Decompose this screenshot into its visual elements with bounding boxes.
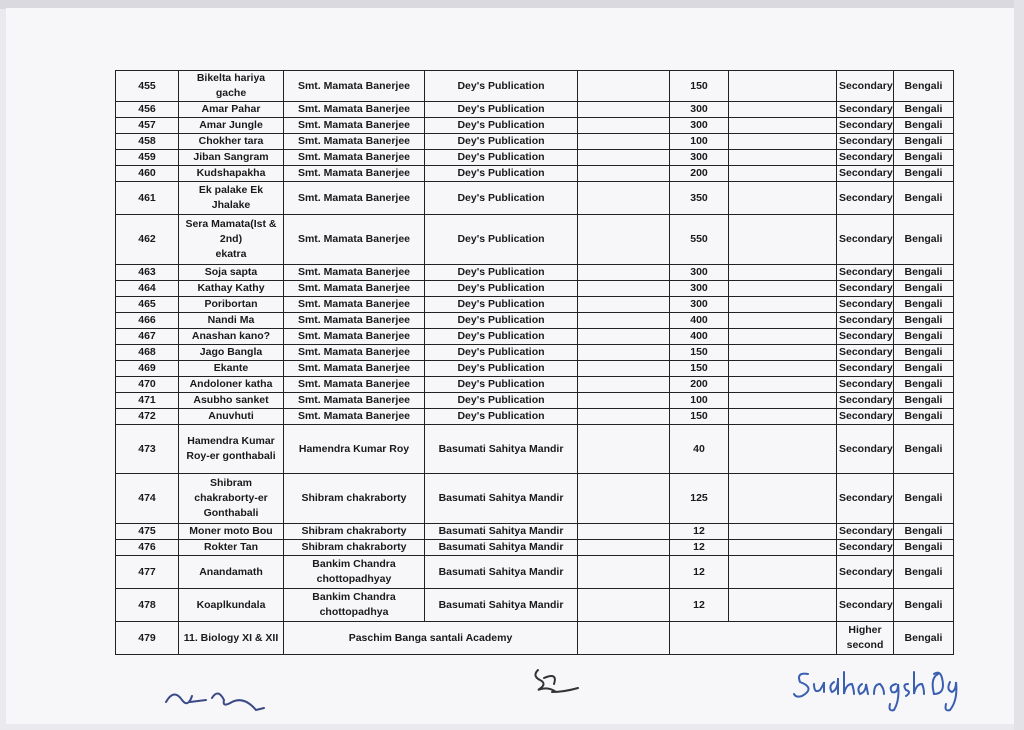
blank-cell: [578, 182, 670, 215]
serial-number-cell: 478: [116, 589, 179, 622]
language-cell: Bengali: [894, 297, 954, 313]
quantity-cell: 300: [670, 150, 729, 166]
book-title-cell: Jago Bangla: [179, 345, 284, 361]
serial-number-cell: 457: [116, 118, 179, 134]
level-cell: Higher second: [837, 622, 894, 655]
serial-number-cell: 458: [116, 134, 179, 150]
blank-cell: [578, 265, 670, 281]
quantity-cell: 150: [670, 361, 729, 377]
table-row: [116, 215, 954, 265]
level-cell: Secondary: [837, 215, 894, 265]
table-row: [116, 540, 954, 556]
level-cell: Secondary: [837, 182, 894, 215]
book-title-cell: Amar Jungle: [179, 118, 284, 134]
blank-cell: [729, 361, 837, 377]
book-title-cell: Soja sapta: [179, 265, 284, 281]
language-cell: Bengali: [894, 102, 954, 118]
blank-cell: [729, 524, 837, 540]
level-cell: Secondary: [837, 297, 894, 313]
author-cell: Smt. Mamata Banerjee: [284, 134, 425, 150]
publisher-cell: Dey's Publication: [425, 409, 578, 425]
blank-cell: [578, 409, 670, 425]
blank-cell: [729, 345, 837, 361]
blank-cell: [729, 556, 837, 589]
quantity-cell: 350: [670, 182, 729, 215]
language-cell: Bengali: [894, 377, 954, 393]
publisher-cell: Basumati Sahitya Mandir: [425, 524, 578, 540]
blank-cell: [578, 281, 670, 297]
quantity-cell: 200: [670, 166, 729, 182]
serial-number-cell: 477: [116, 556, 179, 589]
blank-cell: [578, 361, 670, 377]
publisher-cell: Dey's Publication: [425, 134, 578, 150]
quantity-cell: 150: [670, 409, 729, 425]
author-cell: Hamendra Kumar Roy: [284, 425, 425, 474]
publisher-cell: Dey's Publication: [425, 345, 578, 361]
blank-cell: [578, 215, 670, 265]
blank-cell: [729, 102, 837, 118]
quantity-cell: 100: [670, 134, 729, 150]
publisher-cell: Dey's Publication: [425, 361, 578, 377]
book-title-cell: Poribortan: [179, 297, 284, 313]
blank-cell: [729, 313, 837, 329]
book-list-table: [115, 70, 954, 655]
book-title-cell: Anandamath: [179, 556, 284, 589]
blank-cell: [578, 540, 670, 556]
blank-cell: [578, 118, 670, 134]
publisher-cell: Dey's Publication: [425, 150, 578, 166]
author-cell: Smt. Mamata Banerjee: [284, 313, 425, 329]
level-cell: Secondary: [837, 589, 894, 622]
book-title-cell: Anuvhuti: [179, 409, 284, 425]
serial-number-cell: 476: [116, 540, 179, 556]
author-cell: Smt. Mamata Banerjee: [284, 71, 425, 102]
serial-number-cell: 473: [116, 425, 179, 474]
author-cell: Shibram chakraborty: [284, 524, 425, 540]
serial-number-cell: 465: [116, 297, 179, 313]
language-cell: Bengali: [894, 150, 954, 166]
level-cell: Secondary: [837, 118, 894, 134]
book-title-cell: Anashan kano?: [179, 329, 284, 345]
table-row: [116, 134, 954, 150]
language-cell: Bengali: [894, 556, 954, 589]
quantity-cell: 12: [670, 589, 729, 622]
table-row: [116, 524, 954, 540]
blank-cell: [729, 134, 837, 150]
language-cell: Bengali: [894, 589, 954, 622]
table-row: [116, 409, 954, 425]
book-title-cell: Chokher tara: [179, 134, 284, 150]
level-cell: Secondary: [837, 556, 894, 589]
blank-cell: [729, 393, 837, 409]
table-row: [116, 297, 954, 313]
blank-cell: [578, 150, 670, 166]
book-title-cell: Kathay Kathy: [179, 281, 284, 297]
blank-cell: [729, 377, 837, 393]
level-cell: Secondary: [837, 540, 894, 556]
quantity-cell: 400: [670, 313, 729, 329]
table-row: [116, 281, 954, 297]
publisher-cell: Dey's Publication: [425, 215, 578, 265]
blank-cell: [729, 425, 837, 474]
author-cell: Smt. Mamata Banerjee: [284, 118, 425, 134]
language-cell: Bengali: [894, 134, 954, 150]
level-cell: Secondary: [837, 409, 894, 425]
author-cell: Smt. Mamata Banerjee: [284, 215, 425, 265]
level-cell: Secondary: [837, 524, 894, 540]
author-cell: Shibram chakraborty: [284, 540, 425, 556]
blank-cell: [729, 329, 837, 345]
table-row: [116, 622, 954, 655]
publisher-cell: Dey's Publication: [425, 297, 578, 313]
table-row: [116, 265, 954, 281]
quantity-cell: 12: [670, 540, 729, 556]
blank-cell: [729, 215, 837, 265]
language-cell: Bengali: [894, 329, 954, 345]
publisher-cell: Dey's Publication: [425, 265, 578, 281]
table-row: [116, 345, 954, 361]
level-cell: Secondary: [837, 102, 894, 118]
level-cell: Secondary: [837, 474, 894, 524]
blank-cell: [729, 297, 837, 313]
level-cell: Secondary: [837, 265, 894, 281]
blank-cell: [578, 313, 670, 329]
blank-cell: [578, 556, 670, 589]
author-cell: Smt. Mamata Banerjee: [284, 345, 425, 361]
blank-cell: [578, 524, 670, 540]
blank-cell: [578, 393, 670, 409]
table-row: [116, 556, 954, 589]
table-row: [116, 589, 954, 622]
language-cell: Bengali: [894, 361, 954, 377]
author-cell: Smt. Mamata Banerjee: [284, 297, 425, 313]
level-cell: Secondary: [837, 71, 894, 102]
level-cell: Secondary: [837, 393, 894, 409]
level-cell: Secondary: [837, 329, 894, 345]
serial-number-cell: 463: [116, 265, 179, 281]
author-cell: Smt. Mamata Banerjee: [284, 150, 425, 166]
author-cell: Smt. Mamata Banerjee: [284, 393, 425, 409]
blank-cell: [578, 622, 670, 655]
blank-cell: [578, 166, 670, 182]
book-title-cell: Bikelta hariya gache: [179, 71, 284, 102]
book-title-cell: Asubho sanket: [179, 393, 284, 409]
quantity-cell: 40: [670, 425, 729, 474]
blank-cell: [729, 166, 837, 182]
level-cell: Secondary: [837, 361, 894, 377]
serial-number-cell: 467: [116, 329, 179, 345]
publisher-cell: Paschim Banga santali Academy: [284, 622, 578, 655]
blank-cell: [729, 265, 837, 281]
language-cell: Bengali: [894, 474, 954, 524]
table-row: [116, 329, 954, 345]
serial-number-cell: 461: [116, 182, 179, 215]
book-title-cell: Rokter Tan: [179, 540, 284, 556]
author-cell: Smt. Mamata Banerjee: [284, 281, 425, 297]
book-title-cell: 11. Biology XI & XII: [179, 622, 284, 655]
quantity-cell: 100: [670, 393, 729, 409]
language-cell: Bengali: [894, 409, 954, 425]
table-row: [116, 102, 954, 118]
book-title-cell: Ekante: [179, 361, 284, 377]
language-cell: Bengali: [894, 166, 954, 182]
publisher-cell: Basumati Sahitya Mandir: [425, 589, 578, 622]
blank-cell: [729, 150, 837, 166]
language-cell: Bengali: [894, 265, 954, 281]
quantity-cell: 550: [670, 215, 729, 265]
level-cell: Secondary: [837, 425, 894, 474]
serial-number-cell: 462: [116, 215, 179, 265]
table-row: [116, 71, 954, 102]
quantity-cell: 150: [670, 345, 729, 361]
blank-cell: [578, 297, 670, 313]
level-cell: Secondary: [837, 345, 894, 361]
quantity-cell: 200: [670, 377, 729, 393]
book-title-cell: Moner moto Bou: [179, 524, 284, 540]
publisher-cell: Dey's Publication: [425, 166, 578, 182]
serial-number-cell: 456: [116, 102, 179, 118]
blank-cell: [729, 118, 837, 134]
blank-cell: [578, 71, 670, 102]
language-cell: Bengali: [894, 313, 954, 329]
language-cell: Bengali: [894, 71, 954, 102]
author-cell: Bankim Chandra chottopadhya: [284, 589, 425, 622]
table-row: [116, 118, 954, 134]
language-cell: Bengali: [894, 345, 954, 361]
level-cell: Secondary: [837, 134, 894, 150]
blank-cell: [578, 377, 670, 393]
quantity-cell: 12: [670, 556, 729, 589]
author-cell: Smt. Mamata Banerjee: [284, 102, 425, 118]
quantity-cell: 400: [670, 329, 729, 345]
blank-cell: [729, 281, 837, 297]
quantity-cell: 300: [670, 265, 729, 281]
table-row: [116, 425, 954, 474]
publisher-cell: Dey's Publication: [425, 377, 578, 393]
author-cell: Smt. Mamata Banerjee: [284, 265, 425, 281]
publisher-cell: Dey's Publication: [425, 329, 578, 345]
blank-cell: [729, 540, 837, 556]
serial-number-cell: 468: [116, 345, 179, 361]
blank-cell: [578, 474, 670, 524]
publisher-cell: Dey's Publication: [425, 313, 578, 329]
serial-number-cell: 472: [116, 409, 179, 425]
signature-center: [528, 662, 588, 702]
serial-number-cell: 466: [116, 313, 179, 329]
blank-cell: [729, 409, 837, 425]
quantity-cell: 150: [670, 71, 729, 102]
blank-cell: [578, 425, 670, 474]
serial-number-cell: 460: [116, 166, 179, 182]
author-cell: Smt. Mamata Banerjee: [284, 377, 425, 393]
publisher-cell: Dey's Publication: [425, 281, 578, 297]
author-cell: Shibram chakraborty: [284, 474, 425, 524]
serial-number-cell: 479: [116, 622, 179, 655]
signature-right: [790, 660, 960, 716]
serial-number-cell: 471: [116, 393, 179, 409]
book-title-cell: Koaplkundala: [179, 589, 284, 622]
language-cell: Bengali: [894, 281, 954, 297]
author-cell: Bankim Chandra chottopadhyay: [284, 556, 425, 589]
language-cell: Bengali: [894, 425, 954, 474]
author-cell: Smt. Mamata Banerjee: [284, 329, 425, 345]
book-title-cell: Shibram chakraborty-er Gonthabali: [179, 474, 284, 524]
serial-number-cell: 475: [116, 524, 179, 540]
table-row: [116, 150, 954, 166]
publisher-cell: Dey's Publication: [425, 182, 578, 215]
publisher-cell: Dey's Publication: [425, 118, 578, 134]
table-row: [116, 182, 954, 215]
book-title-cell: Andoloner katha: [179, 377, 284, 393]
table-body: [116, 71, 954, 655]
serial-number-cell: 474: [116, 474, 179, 524]
quantity-cell: 300: [670, 118, 729, 134]
serial-number-cell: 459: [116, 150, 179, 166]
quantity-cell: 12: [670, 524, 729, 540]
blank-cell: [578, 345, 670, 361]
blank-cell: [729, 474, 837, 524]
level-cell: Secondary: [837, 313, 894, 329]
serial-number-cell: 469: [116, 361, 179, 377]
publisher-cell: Basumati Sahitya Mandir: [425, 425, 578, 474]
book-title-cell: Ek palake Ek Jhalake: [179, 182, 284, 215]
level-cell: Secondary: [837, 377, 894, 393]
book-title-cell: Nandi Ma: [179, 313, 284, 329]
language-cell: Bengali: [894, 524, 954, 540]
blank-cell: [729, 589, 837, 622]
blank-cell: [578, 134, 670, 150]
table-row: [116, 393, 954, 409]
language-cell: Bengali: [894, 622, 954, 655]
table-row: [116, 377, 954, 393]
blank-cell: [729, 71, 837, 102]
publisher-cell: Dey's Publication: [425, 102, 578, 118]
publisher-cell: Dey's Publication: [425, 71, 578, 102]
quantity-cell: 300: [670, 297, 729, 313]
scan-edge-right: [1014, 0, 1024, 730]
signature-left: [160, 678, 270, 718]
table-row: [116, 313, 954, 329]
language-cell: Bengali: [894, 393, 954, 409]
table-row: [116, 361, 954, 377]
book-title-cell: Amar Pahar: [179, 102, 284, 118]
quantity-cell: 300: [670, 102, 729, 118]
book-title-cell: Sera Mamata(Ist & 2nd) ekatra: [179, 215, 284, 265]
blank-cell: [578, 589, 670, 622]
level-cell: Secondary: [837, 281, 894, 297]
level-cell: Secondary: [837, 150, 894, 166]
serial-number-cell: 455: [116, 71, 179, 102]
table-row: [116, 166, 954, 182]
author-cell: Smt. Mamata Banerjee: [284, 166, 425, 182]
publisher-cell: Dey's Publication: [425, 393, 578, 409]
quantity-cell: 300: [670, 281, 729, 297]
blank-cell: [670, 622, 837, 655]
author-cell: Smt. Mamata Banerjee: [284, 361, 425, 377]
language-cell: Bengali: [894, 215, 954, 265]
book-title-cell: Hamendra Kumar Roy-er gonthabali: [179, 425, 284, 474]
book-title-cell: Kudshapakha: [179, 166, 284, 182]
language-cell: Bengali: [894, 540, 954, 556]
serial-number-cell: 470: [116, 377, 179, 393]
language-cell: Bengali: [894, 118, 954, 134]
quantity-cell: 125: [670, 474, 729, 524]
book-title-cell: Jiban Sangram: [179, 150, 284, 166]
table-row: [116, 474, 954, 524]
level-cell: Secondary: [837, 166, 894, 182]
serial-number-cell: 464: [116, 281, 179, 297]
blank-cell: [578, 102, 670, 118]
publisher-cell: Basumati Sahitya Mandir: [425, 540, 578, 556]
author-cell: Smt. Mamata Banerjee: [284, 409, 425, 425]
language-cell: Bengali: [894, 182, 954, 215]
blank-cell: [578, 329, 670, 345]
publisher-cell: Basumati Sahitya Mandir: [425, 474, 578, 524]
author-cell: Smt. Mamata Banerjee: [284, 182, 425, 215]
blank-cell: [729, 182, 837, 215]
publisher-cell: Basumati Sahitya Mandir: [425, 556, 578, 589]
